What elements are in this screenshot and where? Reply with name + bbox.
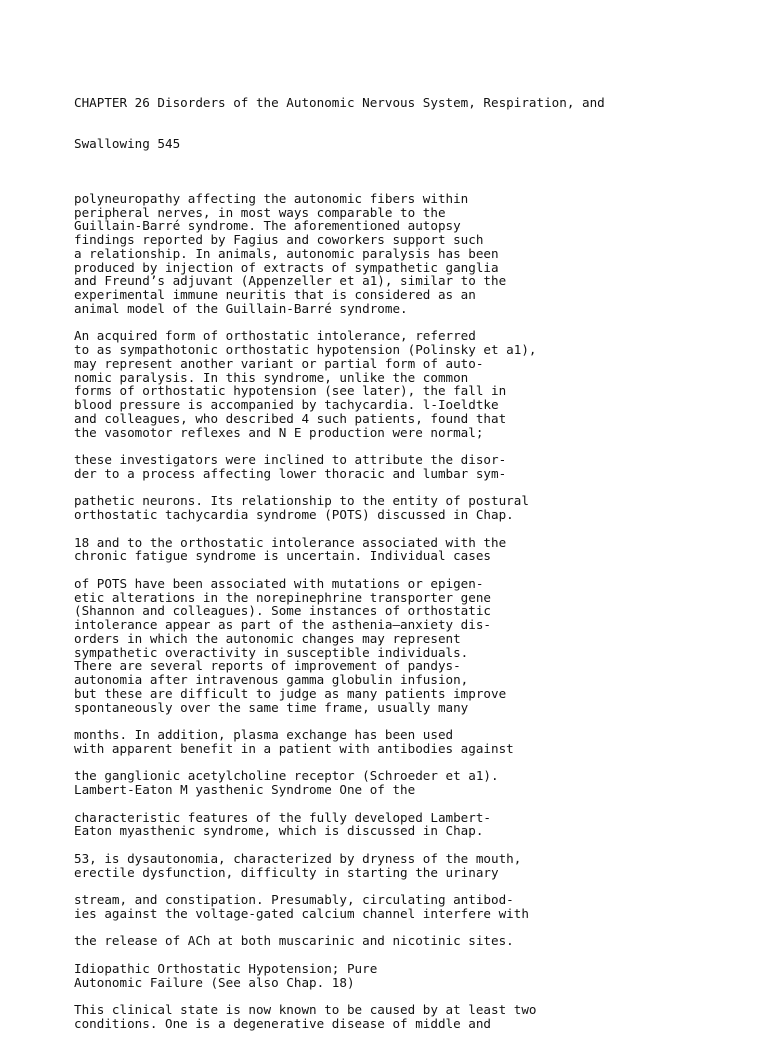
- text-line: Autonomic Failure (See also Chap. 18): [74, 974, 355, 990]
- text-line: blood pressure is accompanied by tachycardia. l-Ioeldtke: [74, 397, 499, 412]
- text-line: Guillain-Barré syndrome. The aforementioned autopsy: [74, 218, 461, 234]
- paragraph: [74, 728, 734, 756]
- text-line: and Freund’s adjuvant (Appenzeller et a1), similar to the: [74, 273, 507, 289]
- paragraph: [74, 962, 734, 990]
- text-line: of POTS have been associated with mutations or epigen-: [74, 575, 484, 591]
- paragraph: [74, 192, 734, 316]
- text-line: autonomia after intravenous gamma globulin infusion,: [74, 672, 469, 687]
- paragraph: [74, 577, 734, 715]
- text-line: characteristic features of the fully developed Lambert-: [74, 809, 492, 825]
- header-line: Swallowing 545: [74, 135, 181, 151]
- text-line: der to a process affecting lower thoracic and lumbar sym-: [74, 465, 507, 481]
- text-line: Eaton myasthenic syndrome, which is discussed in Chap.: [74, 823, 484, 839]
- text-line: animal model of the Guillain-Barré syndrome.: [74, 300, 408, 316]
- text-line: (Shannon and colleagues). Some instances of orthostatic: [74, 603, 492, 619]
- text-line: polyneuropathy affecting the autonomic fibers within: [74, 190, 469, 206]
- text-line: months. In addition, plasma exchange has been used: [74, 727, 454, 742]
- text-line: ies against the voltage-gated calcium channel interfere with: [74, 905, 529, 921]
- paragraph: [74, 852, 734, 880]
- text-line: with apparent benefit in a patient with antibodies against: [74, 740, 514, 756]
- text-line: spontaneously over the same time frame, usually many: [74, 699, 469, 715]
- text-line: sympathetic overactivity in susceptible individuals.: [74, 644, 469, 660]
- text-line: these investigators were inclined to attribute the disor-: [74, 452, 507, 467]
- text-line: the release of ACh at both muscarinic and nicotinic sites.: [74, 933, 514, 949]
- text-line: the ganglionic acetylcholine receptor (Schroeder et a1).: [74, 768, 499, 784]
- text-line: 18 and to the orthostatic intolerance associated with the: [74, 534, 507, 550]
- text-line: conditions. One is a degenerative disease of middle and: [74, 1015, 492, 1031]
- text-line: pathetic neurons. Its relationship to the entity of postural: [74, 493, 529, 509]
- paragraph: [74, 329, 734, 439]
- text-line: stream, and constipation. Presumably, circulating antibod-: [74, 892, 514, 907]
- body-text: [74, 192, 734, 1031]
- paragraph: [74, 1003, 734, 1031]
- document-page: [74, 68, 734, 1044]
- paragraph: [74, 934, 734, 948]
- paragraph: [74, 893, 734, 921]
- text-line: 53, is dysautonomia, characterized by dryness of the mouth,: [74, 850, 522, 866]
- text-line: a relationship. In animals, autonomic paralysis has been: [74, 245, 499, 261]
- text-line: erectile dysfunction, difficulty in starting the urinary: [74, 864, 499, 880]
- paragraph: [74, 811, 734, 839]
- text-line: orders in which the autonomic changes may represent: [74, 630, 461, 646]
- text-line: experimental immune neuritis that is considered as an: [74, 287, 476, 302]
- text-line: peripheral nerves, in most ways comparable to the: [74, 204, 446, 220]
- paragraph: [74, 536, 734, 564]
- text-line: to as sympathotonic orthostatic hypotension (Polinsky et a1),: [74, 342, 537, 357]
- text-line: produced by injection of extracts of sympathetic ganglia: [74, 259, 499, 275]
- text-line: There are several reports of improvement of pandys-: [74, 658, 461, 674]
- header-line: CHAPTER 26 Disorders of the Autonomic Nervous System, Respiration, and: [74, 94, 605, 110]
- text-line: orthostatic tachycardia syndrome (POTS) discussed in Chap.: [74, 507, 514, 522]
- text-line: and colleagues, who described 4 such patients, found that: [74, 410, 507, 426]
- text-line: findings reported by Fagius and coworkers support such: [74, 232, 484, 247]
- text-line: chronic fatigue syndrome is uncertain. Individual cases: [74, 548, 492, 564]
- text-line: This clinical state is now known to be caused by at least two: [74, 1002, 537, 1017]
- text-line: intolerance appear as part of the asthenia—anxiety dis-: [74, 617, 492, 632]
- paragraph: [74, 494, 734, 522]
- text-line: may represent another variant or partial form of auto-: [74, 355, 484, 371]
- text-line: nomic paralysis. In this syndrome, unlike the common: [74, 369, 469, 385]
- paragraph: [74, 769, 734, 797]
- text-line: forms of orthostatic hypotension (see later), the fall in: [74, 383, 507, 399]
- page-header: [74, 68, 734, 178]
- text-line: etic alterations in the norepinephrine transporter gene: [74, 589, 492, 605]
- text-line: the vasomotor reflexes and N E production were normal;: [74, 424, 484, 440]
- paragraph: [74, 453, 734, 481]
- text-line: but these are difficult to judge as many patients improve: [74, 685, 507, 701]
- text-line: Idiopathic Orthostatic Hypotension; Pure: [74, 960, 378, 976]
- text-line: Lambert-Eaton M yasthenic Syndrome One of the: [74, 782, 416, 797]
- text-line: An acquired form of orthostatic intolerance, referred: [74, 328, 476, 344]
